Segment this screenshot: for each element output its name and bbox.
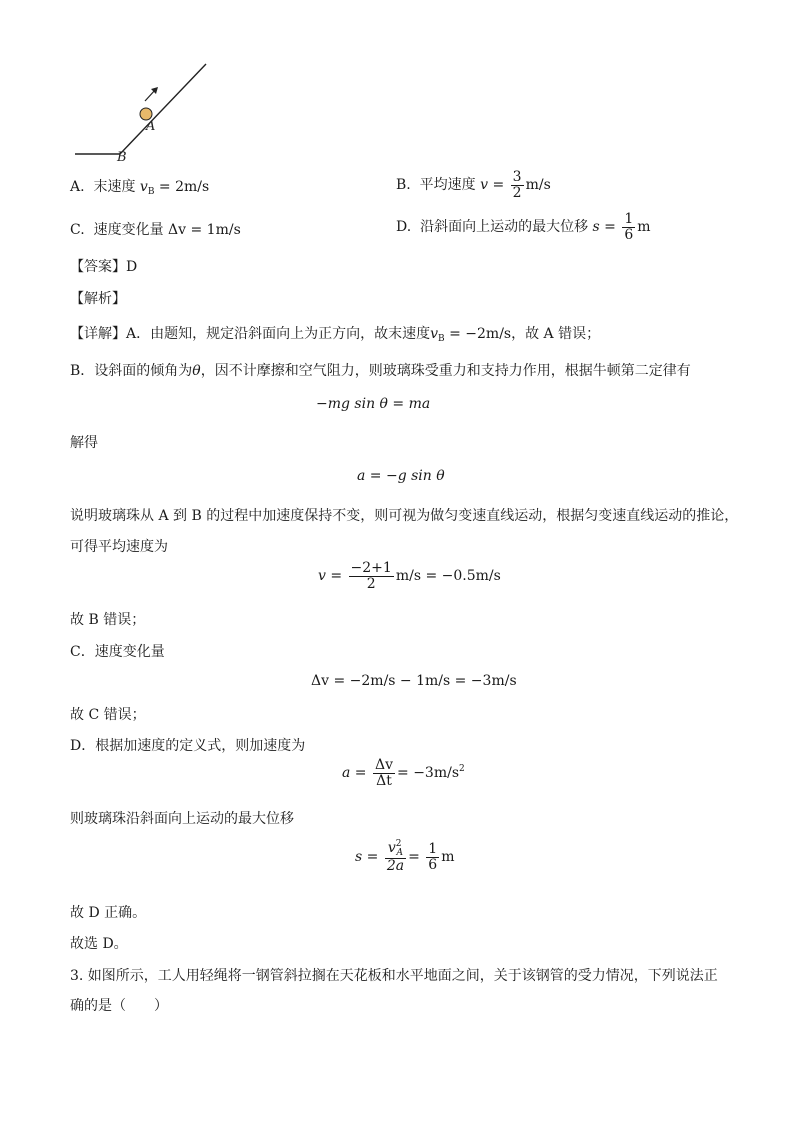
solution-p3: 解得 — [70, 435, 98, 451]
solution-p9: D．根据加速度的定义式，则加速度为 — [70, 738, 306, 754]
solution-p8: 故 C 错误； — [70, 707, 146, 723]
incline-line — [120, 64, 206, 154]
solution-p5: 可得平均速度为 — [70, 539, 168, 555]
equation-6: s = $\frac{v^2_A}{2a}$ = $\frac{1}{6}$ m — [355, 839, 455, 875]
answer-tag: 【答案】 — [70, 259, 126, 275]
analysis-tag: 【解析】 — [70, 291, 126, 307]
question-3-line2: 确的是（ ） — [70, 998, 168, 1014]
question-3-line1: 3. 如图所示，工人用轻绳将一钢管斜拉搁在天花板和水平地面之间，关于该钢管的受力情况，下列说法正 — [70, 968, 718, 984]
label-b: B — [117, 150, 127, 165]
fraction: $\frac{3}{2}$ — [512, 169, 522, 201]
equation-1: −mg sin θ = ma — [316, 396, 431, 412]
solution-p10: 则玻璃珠沿斜面向上运动的最大位移 — [70, 811, 294, 827]
equation-4: Δv = −2m/s − 1m/s = −3m/s — [311, 673, 517, 689]
label-a: A — [146, 119, 156, 134]
equation-3: v = $\frac{-2+1}{2}$ m/s = −0.5m/s — [318, 560, 501, 592]
option-b: B. 平均速度 v = $\frac{3}{2}$ m/s — [396, 169, 551, 201]
solution-p1: 【详解】A．由题知，规定沿斜面向上为正方向，故末速度$v_B = -2m/s$，故 A 错误； — [70, 326, 601, 344]
option-c: C. 速度变化量 Δv = 1m/s — [70, 222, 241, 238]
solution-p6: 故 B 错误； — [70, 612, 146, 628]
answer-line — [70, 256, 137, 276]
solution-p2: B．设斜面的倾角为θ，因不计摩擦和空气阻力，则玻璃珠受重力和支持力作用，根据牛顿第二定律有 — [70, 363, 691, 379]
solution-p11: 故 D 正确。 — [70, 905, 147, 921]
solution-p12: 故选 D。 — [70, 936, 128, 952]
equation-2: a = −g sin θ — [357, 468, 445, 484]
solution-p7: C．速度变化量 — [70, 644, 165, 660]
equation-5: a = $\frac{\Delta v}{\Delta t}$ = $-3m/s^2$ — [342, 757, 465, 789]
fraction: $\frac{1}{6}$ — [624, 211, 634, 243]
option-d: D. 沿斜面向上运动的最大位移 s = $\frac{1}{6}$ m — [396, 211, 651, 243]
option-a: A. 末速度 $v_B = 2m/s$ — [70, 179, 210, 197]
incline-figure — [70, 58, 220, 168]
solution-p4: 说明玻璃珠从 A 到 B 的过程中加速度保持不变，则可视为做匀变速直线运动，根据匀变速直线运动的推论， — [70, 508, 739, 524]
answer-value: D — [126, 259, 138, 275]
